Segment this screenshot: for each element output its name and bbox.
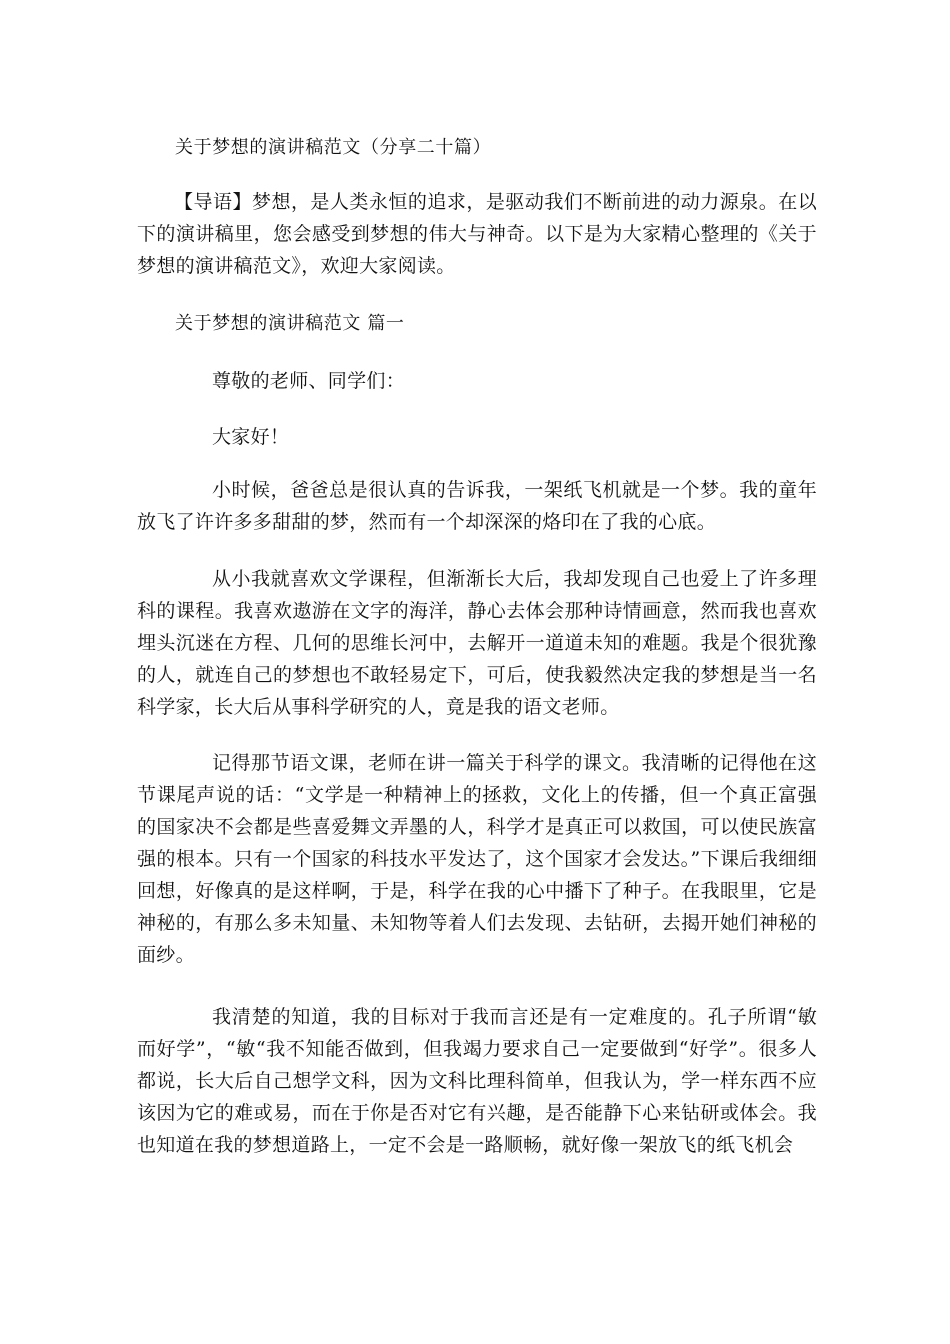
section-title: 关于梦想的演讲稿范文 篇一 [175, 313, 405, 334]
intro-paragraph: 【导语】梦想，是人类永恒的追求，是驱动我们不断前进的动力源泉。在以下的演讲稿里，您会感受到梦想的伟大与神奇。以下是为大家精心整理的《关于梦想的演讲稿范文》，欢迎大家阅读。 [137, 191, 817, 277]
body-paragraph: 从小我就喜欢文学课程，但渐渐长大后，我却发现自己也爱上了许多理科的课程。我喜欢遨游在文字的海洋，静心去体会那种诗情画意，然而我也喜欢埋头沉迷在方程、几何的思维长河中，去解开一道道未知的难题。我是个很犹豫的人，就连自己的梦想也不敢轻易定下，可后，使我毅然决定我的梦想是当一名科学家，长大后从事科学研究的人，竟是我的语文老师。 [137, 568, 817, 718]
body-paragraph: 小时候，爸爸总是很认真的告诉我，一架纸飞机就是一个梦。我的童年放飞了许许多多甜甜的梦，然而有一个却深深的烙印在了我的心底。 [137, 479, 817, 533]
body-paragraph: 我清楚的知道，我的目标对于我而言还是有一定难度的。孔子所谓“敏而好学”，“敏“我不知能否做到，但我竭力要求自己一定要做到“好学”。很多人都说，长大后自己想学文科，因为文科比理科简单，但我认为，学一样东西不应该因为它的难或易，而在于你是否对它有兴趣，是否能静下心来钻研或体会。我也知道在我的梦想道路上，一定不会是一路顺畅，就好像一架放飞的纸飞机会 [137, 1006, 817, 1156]
body-paragraph: 记得那节语文课，老师在讲一篇关于科学的课文。我清晰的记得他在这节课尾声说的话：“文学是一种精神上的拯救，文化上的传播，但一个真正富强的国家决不会都是些喜爱舞文弄墨的人，科学才是真正可以救国，可以使民族富强的根本。只有一个国家的科技水平发达了，这个国家才会发达。”下课后我细细回想，好像真的是这样啊，于是，科学在我的心中播下了种子。在我眼里，它是神秘的，有那么多未知量、未知物等着人们去发现、去钻研，去揭开她们神秘的面纱。 [137, 752, 817, 966]
document-title: 关于梦想的演讲稿范文（分享二十篇） [175, 137, 492, 158]
greeting-hello: 大家好！ [212, 426, 290, 448]
greeting-salutation: 尊敬的老师、同学们： [212, 370, 406, 392]
